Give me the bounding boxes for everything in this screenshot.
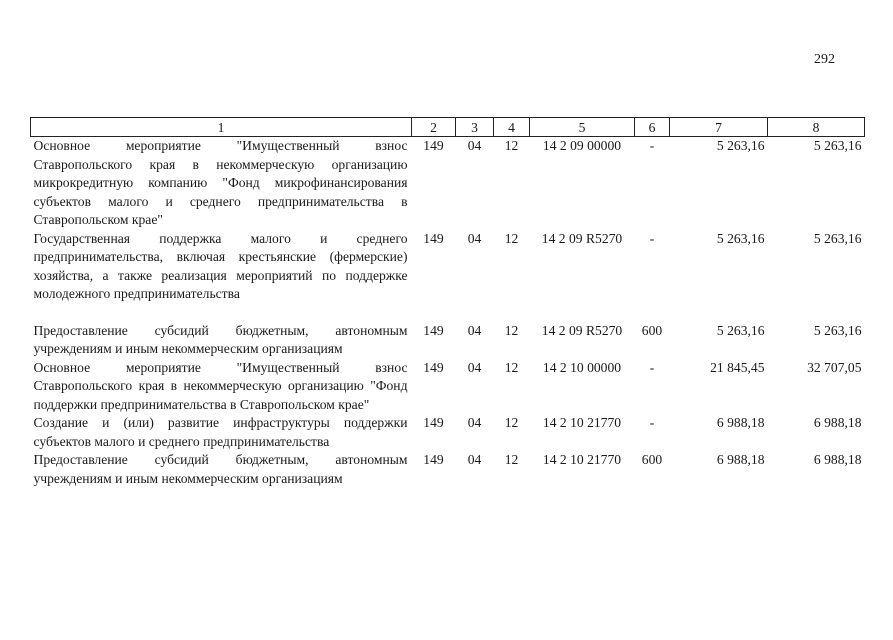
table-row bbox=[31, 137, 865, 230]
row-code-6: 600 bbox=[641, 322, 663, 338]
column-header-1: 1 bbox=[31, 118, 412, 137]
row-name: Создание и (или) развитие инфраструктуры поддержки субъектов малого и среднего предпринимательства bbox=[33, 415, 408, 449]
row-code-3: 04 bbox=[467, 415, 482, 430]
row-code-6: - bbox=[649, 359, 655, 375]
row-code-2: 149 bbox=[423, 322, 444, 338]
row-code-3: 04 bbox=[467, 359, 482, 375]
row-name: Предоставление субсидий бюджетным, автономным учреждениям и иным некоммерческим организациям bbox=[33, 322, 408, 356]
row-amount-8: 32 707,05 bbox=[807, 359, 862, 375]
column-header-7: 7 bbox=[670, 118, 768, 137]
row-code-3: 04 bbox=[467, 322, 482, 338]
column-header-5: 5 bbox=[530, 118, 635, 137]
row-code-2: 149 bbox=[423, 138, 444, 153]
column-header-2: 2 bbox=[412, 118, 456, 137]
row-code-6: - bbox=[649, 138, 655, 153]
row-amount-7: 6 988,18 bbox=[716, 415, 765, 430]
row-code-4: 12 bbox=[504, 359, 519, 375]
budget-table bbox=[30, 117, 865, 488]
row-code-6: - bbox=[649, 415, 655, 430]
row-code-2: 149 bbox=[423, 359, 444, 375]
row-amount-8: 5 263,16 bbox=[813, 322, 862, 338]
row-amount-8: 6 988,18 bbox=[813, 415, 862, 430]
row-code-2: 149 bbox=[423, 452, 444, 467]
table-row bbox=[31, 451, 865, 488]
row-code-4: 12 bbox=[504, 230, 519, 246]
row-code-5: 14 2 10 21770 bbox=[542, 415, 622, 430]
row-code-3: 04 bbox=[467, 452, 482, 467]
column-header-6: 6 bbox=[635, 118, 670, 137]
row-code-6: - bbox=[649, 230, 655, 246]
table-row bbox=[31, 414, 865, 451]
row-code-5: 14 2 10 00000 bbox=[542, 359, 622, 375]
row-amount-7: 21 845,45 bbox=[710, 359, 765, 375]
row-amount-8: 5 263,16 bbox=[813, 138, 862, 153]
row-code-4: 12 bbox=[504, 452, 519, 467]
row-code-2: 149 bbox=[423, 415, 444, 430]
row-code-3: 04 bbox=[467, 230, 482, 246]
table-row bbox=[31, 230, 865, 322]
page-number: 292 bbox=[814, 52, 835, 67]
row-code-5: 14 2 09 R5270 bbox=[541, 230, 623, 246]
row-amount-7: 5 263,16 bbox=[716, 138, 765, 153]
row-name: Основное мероприятие "Имущественный взнос Ставропольского края в некоммерческую организацию "Фонд поддержки предпринимательства в Ставропольском крае" bbox=[33, 359, 408, 412]
row-code-4: 12 bbox=[504, 322, 519, 338]
row-code-6: 600 bbox=[641, 452, 663, 467]
row-code-5: 14 2 09 R5270 bbox=[541, 322, 623, 338]
row-amount-8: 6 988,18 bbox=[813, 452, 862, 467]
row-code-3: 04 bbox=[467, 138, 482, 153]
row-amount-7: 5 263,16 bbox=[716, 322, 765, 338]
row-code-4: 12 bbox=[504, 415, 519, 430]
row-name: Государственная поддержка малого и среднего предпринимательства, включая крестьянские (фермерские) хозяйства, а также реализация мероприятий по поддержке молодежного предпринимательства bbox=[33, 230, 408, 301]
row-code-2: 149 bbox=[423, 230, 444, 246]
row-amount-8: 5 263,16 bbox=[813, 230, 862, 246]
row-code-5: 14 2 09 00000 bbox=[542, 138, 622, 153]
column-header-8: 8 bbox=[768, 118, 865, 137]
row-amount-7: 6 988,18 bbox=[716, 452, 765, 467]
row-amount-7: 5 263,16 bbox=[716, 230, 765, 246]
table-row bbox=[31, 359, 865, 415]
table-header-row bbox=[31, 118, 865, 137]
row-code-5: 14 2 10 21770 bbox=[542, 452, 622, 467]
column-header-4: 4 bbox=[494, 118, 530, 137]
row-code-4: 12 bbox=[504, 138, 519, 153]
row-name: Основное мероприятие "Имущественный взнос Ставропольского края в некоммерческую организацию микрокредитную компанию "Фонд микрофинансирования субъектов малого и среднего предпринимательства в Ставропольском крае" bbox=[33, 138, 408, 227]
column-header-3: 3 bbox=[456, 118, 494, 137]
row-name: Предоставление субсидий бюджетным, автономным учреждениям и иным некоммерческим организациям bbox=[33, 452, 408, 486]
table-row bbox=[31, 322, 865, 359]
